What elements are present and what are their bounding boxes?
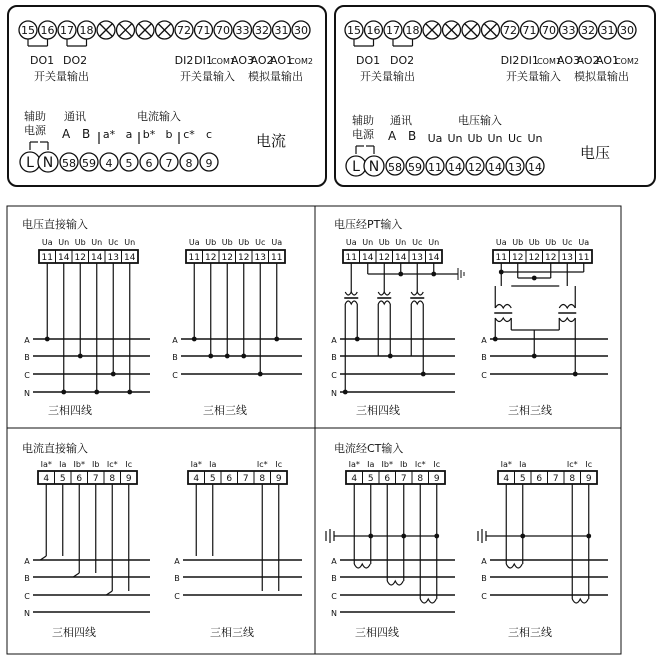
caption-four-wire: 三相四线 xyxy=(355,626,399,639)
phase-label: B xyxy=(174,574,180,583)
top-terminal-number: 17 xyxy=(60,24,74,37)
channel-label: Un xyxy=(428,238,440,247)
terminal-number: 11 xyxy=(578,253,590,263)
terminal-number: 8 xyxy=(569,474,576,484)
phase-label: A xyxy=(174,557,180,566)
terminal-number: 13 xyxy=(107,253,119,263)
phase-label: C xyxy=(24,592,30,601)
phase-label: C xyxy=(481,371,487,380)
channel-label: Ub xyxy=(512,238,524,247)
junction-dot xyxy=(241,354,246,359)
channel-label: Ub xyxy=(378,238,390,247)
input-label: Un xyxy=(487,132,503,145)
top-terminal-number: 16 xyxy=(40,24,55,37)
junction-dot xyxy=(586,534,591,539)
analog-output-label: 模拟量输出 xyxy=(574,70,629,83)
pt-coil xyxy=(559,318,575,322)
io-label: DI1 xyxy=(520,54,539,67)
terminal-number: 12 xyxy=(205,253,217,263)
do2-label: DO2 xyxy=(63,54,88,67)
terminal-number: 4 xyxy=(43,474,50,484)
io-label: COM1 xyxy=(537,57,561,66)
io-label: AO3 xyxy=(231,54,254,67)
junction-dot xyxy=(78,354,83,359)
caption-four-wire: 三相四线 xyxy=(48,404,92,417)
channel-label: Ic* xyxy=(106,460,118,469)
junction-dot xyxy=(225,354,230,359)
junction-dot xyxy=(388,354,393,359)
top-terminal-number: 16 xyxy=(366,24,381,37)
panel-title: 电流 xyxy=(256,132,287,150)
comm-a-label: A xyxy=(388,129,397,143)
channel-label: Ua xyxy=(188,238,200,247)
io-label: AO2 xyxy=(576,54,600,67)
terminal-number: 7 xyxy=(92,474,99,484)
io-label: DI2 xyxy=(500,54,520,67)
bottom-terminal-number: 4 xyxy=(105,157,113,170)
ground-icon xyxy=(326,529,334,543)
current-top-terminals xyxy=(19,21,310,46)
ct-coil xyxy=(506,564,522,568)
terminal-number: 11 xyxy=(345,253,357,263)
junction-dot xyxy=(398,272,403,277)
terminal-number: 7 xyxy=(400,474,407,484)
terminal-number: 14 xyxy=(58,253,70,263)
phase-label: C xyxy=(481,592,487,601)
top-terminal-number: 18 xyxy=(405,24,420,37)
do1-label: DO1 xyxy=(356,54,381,67)
channel-label: Ic* xyxy=(566,460,578,469)
channel-label: Ub xyxy=(205,238,217,247)
terminal-number: 13 xyxy=(411,253,423,263)
top-terminal-number: 31 xyxy=(274,24,289,37)
terminal-number: 12 xyxy=(378,253,390,263)
channel-label: Ic xyxy=(585,460,593,469)
junction-dot xyxy=(532,276,537,281)
analog-output-label: 模拟量输出 xyxy=(248,70,303,83)
quadrant-title: 电压直接输入 xyxy=(22,218,88,231)
channel-label: Ib xyxy=(400,460,408,469)
pt-coil xyxy=(495,305,511,309)
bottom-terminal-number: 8 xyxy=(185,157,193,170)
terminal-number: 12 xyxy=(74,253,86,263)
terminal-number: 7 xyxy=(552,474,559,484)
input-label: Ub xyxy=(467,132,483,145)
phase-label: B xyxy=(172,353,178,362)
current-terminal-panel xyxy=(8,6,326,186)
terminal-number: 13 xyxy=(561,253,573,263)
phase-label: A xyxy=(481,557,487,566)
top-terminal-number: 32 xyxy=(255,24,269,37)
voltage-direct-quadrant xyxy=(22,217,302,417)
comm-b-label: B xyxy=(408,129,417,143)
comm-a-label: A xyxy=(62,127,71,141)
channel-label: Un xyxy=(362,238,374,247)
current-input-labels xyxy=(99,128,212,144)
pt-coil xyxy=(559,305,575,309)
channel-label: Ub xyxy=(74,238,86,247)
input-label: a xyxy=(125,128,133,141)
junction-dot xyxy=(499,270,504,275)
comm-b-label: B xyxy=(82,127,91,141)
phase-label: B xyxy=(481,574,487,583)
terminal-number: 12 xyxy=(221,253,233,263)
bottom-terminal-number: 9 xyxy=(205,157,213,170)
pt-coil xyxy=(411,301,423,304)
phase-label: C xyxy=(331,592,337,601)
input-label: Un xyxy=(527,132,543,145)
io-label: AO1 xyxy=(596,54,619,67)
terminal-number: 13 xyxy=(254,253,266,263)
terminal-number: 11 xyxy=(41,253,53,263)
phase-label: N xyxy=(24,609,30,618)
do1-label: DO1 xyxy=(30,54,55,67)
junction-dot xyxy=(61,390,66,395)
bottom-terminal-number: 12 xyxy=(468,161,482,174)
terminal-number: 8 xyxy=(417,474,424,484)
phase-label: C xyxy=(172,371,178,380)
phase-label: C xyxy=(24,371,30,380)
io-label: DI1 xyxy=(194,54,213,67)
channel-label: Ia* xyxy=(190,460,202,469)
voltage-pt-quadrant xyxy=(331,217,608,417)
bottom-terminal-number: 14 xyxy=(448,161,462,174)
channel-label: Ia* xyxy=(348,460,360,469)
input-label: c xyxy=(205,128,213,141)
phase-label: A xyxy=(24,557,30,566)
caption-four-wire: 三相四线 xyxy=(356,404,400,417)
channel-label: Un xyxy=(58,238,70,247)
channel-label: Ia xyxy=(367,460,375,469)
phase-label: A xyxy=(331,336,337,345)
junction-dot xyxy=(431,272,436,277)
switch-output-label: 开关量输出 xyxy=(34,70,89,83)
junction-dot xyxy=(493,337,498,342)
top-terminal-number: 18 xyxy=(79,24,94,37)
switch-input-label: 开关量输入 xyxy=(180,70,235,83)
channel-label: Ua xyxy=(578,238,590,247)
pt-coil xyxy=(495,318,511,322)
aux-label: 辅助 xyxy=(24,110,46,123)
io-label: AO1 xyxy=(270,54,293,67)
channel-label: Ic* xyxy=(256,460,268,469)
channel-label: Ua xyxy=(345,238,357,247)
phase-label: N xyxy=(24,389,30,398)
phase-label: A xyxy=(24,336,30,345)
phase-label: N xyxy=(331,389,337,398)
switch-output-label: 开关量输出 xyxy=(360,70,415,83)
bottom-terminal-number: 11 xyxy=(428,161,442,174)
terminal-number: 9 xyxy=(125,474,132,484)
wiring-grid-frame xyxy=(7,206,621,654)
terminal-number: 8 xyxy=(109,474,116,484)
bottom-terminal-number: 59 xyxy=(408,161,422,174)
top-terminal-number: 30 xyxy=(620,24,634,37)
top-terminal-number: 17 xyxy=(386,24,400,37)
terminal-number: 14 xyxy=(428,253,440,263)
input-label: a* xyxy=(102,128,116,141)
terminal-number: 6 xyxy=(76,474,83,484)
power-label: 电源 xyxy=(24,124,46,137)
bottom-terminal-number: 14 xyxy=(528,161,542,174)
top-terminal-number: 70 xyxy=(542,24,556,37)
input-label: b* xyxy=(142,128,156,141)
terminal-number: 8 xyxy=(259,474,266,484)
caption-three-wire: 三相三线 xyxy=(203,404,247,417)
top-terminal-number: 72 xyxy=(177,24,191,37)
current-io-labels xyxy=(175,54,313,67)
io-label: COM1 xyxy=(211,57,235,66)
input-label: Uc xyxy=(507,132,523,145)
voltage-input-labels xyxy=(428,132,543,145)
top-terminal-number: 70 xyxy=(216,24,230,37)
junction-dot xyxy=(192,337,197,342)
channel-label: Ub xyxy=(238,238,250,247)
terminal-number: 5 xyxy=(59,474,66,484)
ct-coil xyxy=(354,564,370,568)
terminal-number: 4 xyxy=(351,474,358,484)
junction-dot xyxy=(94,390,99,395)
terminal-number: 14 xyxy=(362,253,374,263)
channel-label: Uc xyxy=(108,238,119,247)
phase-label: N xyxy=(331,609,337,618)
junction-dot xyxy=(45,337,50,342)
bottom-terminal-number: 59 xyxy=(82,157,96,170)
terminal-number: 7 xyxy=(242,474,249,484)
terminal-number: 4 xyxy=(503,474,510,484)
terminal-number: 14 xyxy=(124,253,136,263)
io-label: COM2 xyxy=(615,57,639,66)
phase-label: B xyxy=(481,353,487,362)
phase-label: C xyxy=(331,371,337,380)
current-direct-quadrant xyxy=(22,441,302,639)
caption-four-wire: 三相四线 xyxy=(52,626,96,639)
phase-label: B xyxy=(24,353,30,362)
ct-coil xyxy=(420,599,436,603)
io-label: COM2 xyxy=(289,57,313,66)
top-terminal-number: 71 xyxy=(196,24,211,37)
phase-label: B xyxy=(331,574,337,583)
quadrant-title: 电流经CT输入 xyxy=(334,442,404,455)
channel-label: Ub xyxy=(528,238,540,247)
io-label: AO2 xyxy=(250,54,274,67)
terminal-number: 12 xyxy=(545,253,557,263)
ground-icon xyxy=(478,529,486,543)
channel-label: Ic xyxy=(125,460,133,469)
input-title: 电压输入 xyxy=(458,114,502,127)
bottom-terminal-number: 58 xyxy=(388,161,402,174)
junction-dot xyxy=(208,354,213,359)
channel-label: Uc xyxy=(255,238,266,247)
junction-dot xyxy=(343,390,348,395)
channel-label: Ua xyxy=(271,238,283,247)
voltage-io-labels xyxy=(501,54,639,67)
channel-label: Ub xyxy=(221,238,233,247)
io-label: DI2 xyxy=(174,54,194,67)
channel-label: Un xyxy=(91,238,103,247)
terminal-number: 12 xyxy=(528,253,540,263)
switch-input-label: 开关量输入 xyxy=(506,70,561,83)
terminal-number: 11 xyxy=(495,253,507,263)
bottom-terminal-number: 6 xyxy=(145,157,153,170)
bottom-terminal-number: 7 xyxy=(165,157,173,170)
current-ct-quadrant xyxy=(326,441,608,639)
top-terminal-number: 33 xyxy=(235,24,250,37)
ct-coil xyxy=(572,599,588,603)
phase-label: A xyxy=(331,557,337,566)
junction-dot xyxy=(111,372,116,377)
phase-label: B xyxy=(331,353,337,362)
channel-label: Un xyxy=(124,238,136,247)
pt-coil xyxy=(378,292,390,295)
terminal-number: 12 xyxy=(238,253,250,263)
channel-label: Ic* xyxy=(414,460,426,469)
pt-coil xyxy=(345,292,357,295)
terminal-number: 6 xyxy=(384,474,391,484)
terminal-number: 5 xyxy=(367,474,374,484)
terminal-number: 12 xyxy=(512,253,524,263)
terminal-number: 6 xyxy=(226,474,233,484)
input-label: Ua xyxy=(427,132,443,145)
channel-label: Ib xyxy=(92,460,100,469)
bottom-terminal-number: L xyxy=(352,159,360,175)
terminal-number: 9 xyxy=(585,474,592,484)
bottom-terminal-number: 58 xyxy=(62,157,76,170)
ground-icon xyxy=(458,268,464,280)
bottom-terminal-number: 13 xyxy=(508,161,522,174)
channel-label: Ic xyxy=(433,460,441,469)
channel-label: Uc xyxy=(562,238,573,247)
caption-three-wire: 三相三线 xyxy=(508,404,552,417)
top-terminal-number: 71 xyxy=(522,24,537,37)
channel-label: Ic xyxy=(275,460,283,469)
quadrant-title: 电流直接输入 xyxy=(22,442,88,455)
input-title: 电流输入 xyxy=(137,110,181,123)
junction-dot xyxy=(368,534,373,539)
top-terminal-number: 72 xyxy=(503,24,517,37)
comm-label: 通讯 xyxy=(64,110,86,123)
junction-dot xyxy=(355,337,360,342)
voltage-terminal-panel xyxy=(335,6,655,186)
input-label: b xyxy=(165,128,173,141)
terminal-number: 9 xyxy=(433,474,440,484)
terminal-number: 11 xyxy=(188,253,200,263)
top-terminal-number: 15 xyxy=(21,24,35,37)
junction-dot xyxy=(258,372,263,377)
pt-coil xyxy=(411,292,423,295)
quadrant-title: 电压经PT输入 xyxy=(334,218,403,231)
bottom-terminal-number: 5 xyxy=(125,157,133,170)
panel-title: 电压 xyxy=(580,144,611,162)
channel-label: Ua xyxy=(495,238,507,247)
terminal-number: 11 xyxy=(271,253,283,263)
top-terminal-number: 32 xyxy=(581,24,595,37)
channel-label: Ib* xyxy=(381,460,393,469)
phase-label: A xyxy=(172,336,178,345)
pt-coil xyxy=(378,301,390,304)
voltage-top-terminals xyxy=(345,21,636,46)
terminal-number: 5 xyxy=(519,474,526,484)
terminal-number: 5 xyxy=(209,474,216,484)
junction-dot xyxy=(434,534,439,539)
channel-label: Uc xyxy=(412,238,423,247)
junction-dot xyxy=(274,337,279,342)
channel-label: Ub xyxy=(545,238,557,247)
top-terminal-number: 33 xyxy=(561,24,576,37)
junction-dot xyxy=(127,390,132,395)
channel-label: Ib* xyxy=(73,460,85,469)
power-label: 电源 xyxy=(352,128,374,141)
top-terminal-number: 15 xyxy=(347,24,361,37)
terminal-number: 14 xyxy=(395,253,407,263)
bottom-terminal-number: N xyxy=(42,155,54,171)
phase-label: A xyxy=(481,336,487,345)
terminal-number: 4 xyxy=(193,474,200,484)
channel-label: Ia* xyxy=(500,460,512,469)
caption-three-wire: 三相三线 xyxy=(508,626,552,639)
input-label: Un xyxy=(447,132,463,145)
channel-label: Ia xyxy=(519,460,527,469)
terminal-number: 6 xyxy=(536,474,543,484)
channel-label: Ia* xyxy=(40,460,52,469)
phase-label: B xyxy=(24,574,30,583)
io-label: AO3 xyxy=(557,54,580,67)
channel-label: Ua xyxy=(41,238,53,247)
junction-dot xyxy=(421,372,426,377)
current-bottom-terminals xyxy=(20,142,218,172)
pt-coil xyxy=(345,301,357,304)
do2-label: DO2 xyxy=(390,54,415,67)
channel-label: Un xyxy=(395,238,407,247)
top-terminal-number: 30 xyxy=(294,24,308,37)
terminal-number: 9 xyxy=(275,474,282,484)
bottom-terminal-number: N xyxy=(368,159,380,175)
comm-label: 通讯 xyxy=(390,114,412,127)
caption-three-wire: 三相三线 xyxy=(210,626,254,639)
junction-dot xyxy=(573,372,578,377)
junction-dot xyxy=(401,534,406,539)
voltage-bottom-terminals xyxy=(346,146,544,176)
bottom-terminal-number: L xyxy=(26,155,34,171)
aux-label: 辅助 xyxy=(352,114,374,127)
input-label: c* xyxy=(183,128,195,141)
channel-label: Ia xyxy=(59,460,67,469)
phase-label: C xyxy=(174,592,180,601)
top-terminal-number: 31 xyxy=(600,24,615,37)
ct-coil xyxy=(387,581,403,585)
channel-label: Ia xyxy=(209,460,217,469)
bottom-terminal-number: 14 xyxy=(488,161,502,174)
junction-dot xyxy=(520,534,525,539)
junction-dot xyxy=(532,354,537,359)
terminal-number: 14 xyxy=(91,253,103,263)
